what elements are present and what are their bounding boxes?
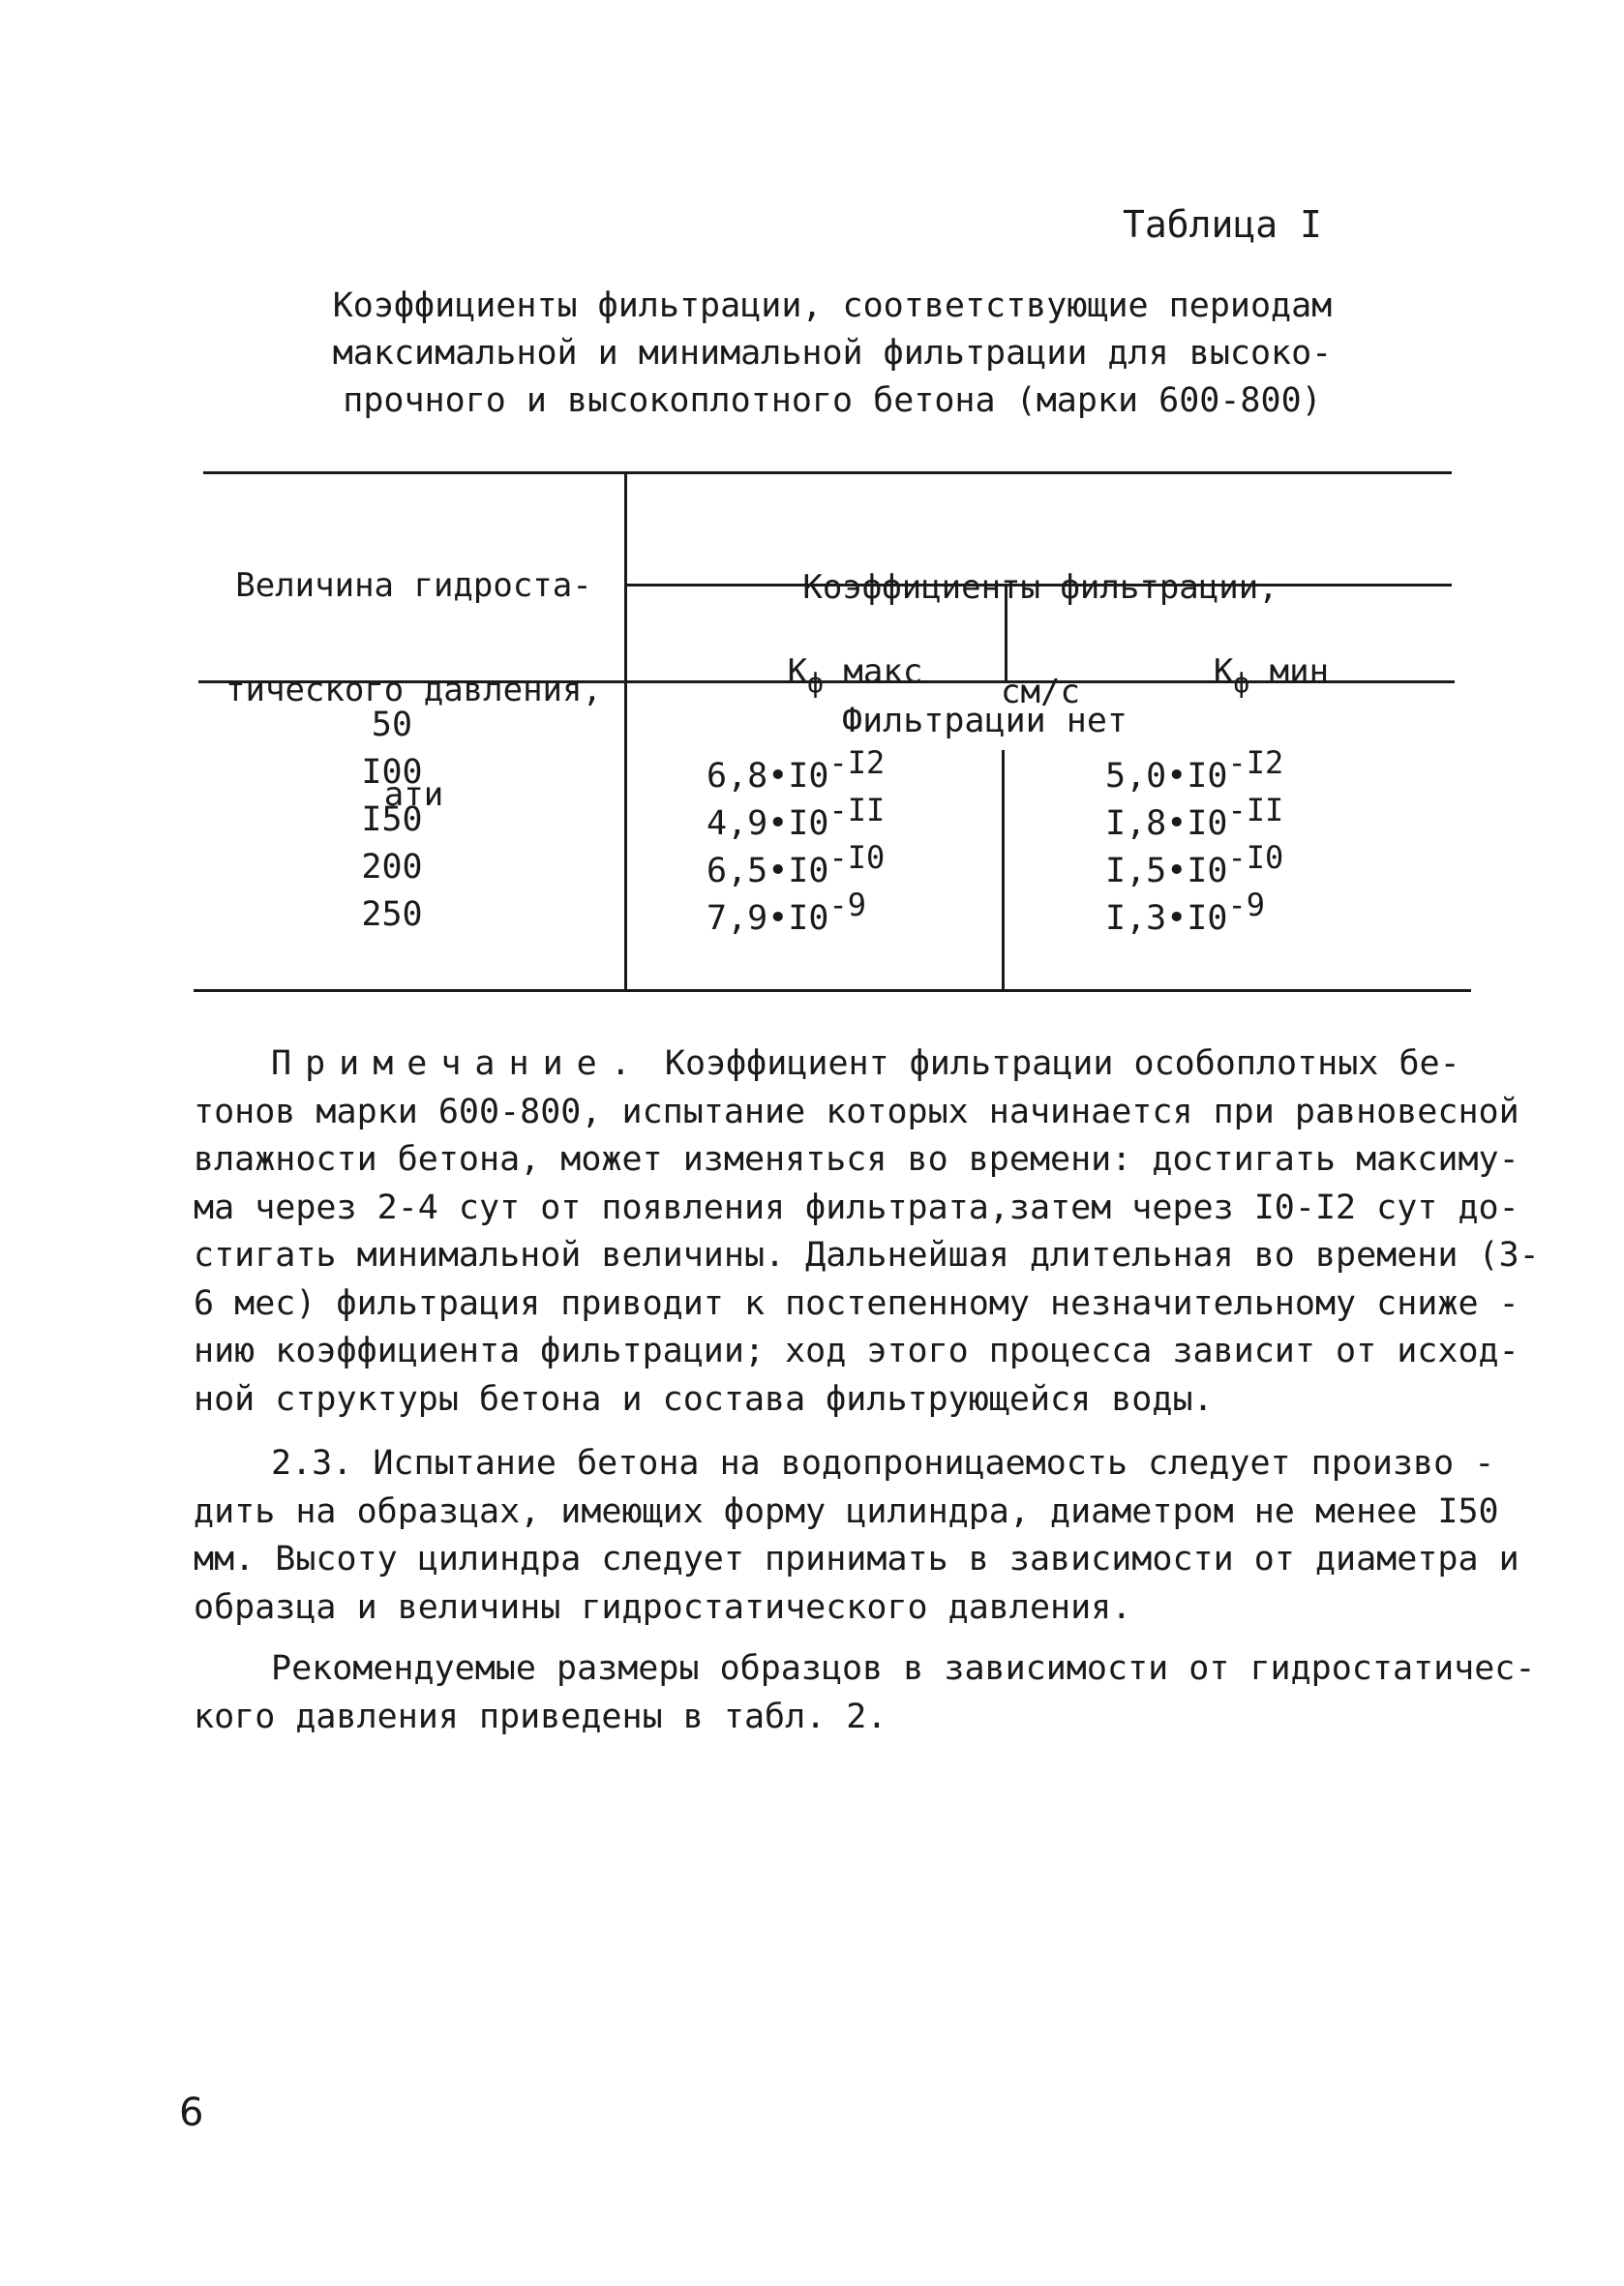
header-line: ати <box>383 775 444 814</box>
table-bottom-rule <box>194 989 1471 992</box>
caption-line: максимальной и минимальной фильтрации для высоко- <box>332 334 1333 373</box>
mantissa: 4,9•I0 <box>707 804 829 843</box>
note-line: ной структуры бетона и состава фильтрующейся воды. <box>194 1379 1214 1419</box>
mantissa: I,3•I0 <box>1105 899 1228 938</box>
header-line: см/с <box>1001 673 1080 711</box>
note-label: Примечание. <box>271 1044 645 1083</box>
note-paragraph <box>194 1040 1540 1424</box>
exponent: -II <box>1227 792 1284 828</box>
paragraph-line: мм. Высоту цилиндра следует принимать в зависимости от диаметра и <box>194 1540 1519 1579</box>
table-label: Таблица I <box>1123 203 1322 246</box>
mantissa: 7,9•I0 <box>707 899 829 938</box>
table-top-rule <box>203 471 1452 474</box>
note-line: нию коэффициента фильтрации; ход этого процесса зависит от исход- <box>194 1332 1519 1370</box>
exponent: -II <box>828 792 886 828</box>
k-symbol: К <box>1213 652 1234 691</box>
paragraph-line: дить на образцах, имеющих форму цилиндра, диаметром не менее I50 <box>194 1491 1499 1531</box>
paragraph-line: Рекомендуемые размеры образцов в зависимости от гидростатичес- <box>271 1649 1536 1688</box>
note-line: ма через 2-4 сут от появления фильтрата,затем через I0-I2 сут до- <box>194 1188 1519 1227</box>
kmin-values <box>1105 744 1284 943</box>
pressure-value: I50 <box>361 800 423 839</box>
column-divider-2-body <box>1002 750 1005 989</box>
mantissa: I,8•I0 <box>1105 804 1228 843</box>
mantissa: 6,5•I0 <box>707 852 829 890</box>
exponent: -I0 <box>828 839 886 876</box>
header-line: Коэффициенты фильтрации, <box>802 568 1278 607</box>
note-line: стигать минимальной величины. Дальнейшая длительная во времени (3- <box>194 1236 1540 1275</box>
caption-line: прочного и высокоплотного бетона (марки 600-800) <box>343 381 1322 420</box>
kmax-value <box>707 887 885 943</box>
pressure-value: I00 <box>361 753 423 792</box>
kmin-label: мин <box>1249 652 1330 691</box>
caption-line: Коэффициенты фильтрации, соответствующие периодам <box>332 286 1333 325</box>
k-symbol: К <box>787 652 808 691</box>
paragraph-line: 2.3. Испытание бетона на водопроницаемость следует произво - <box>271 1444 1495 1483</box>
exponent: -9 <box>1227 887 1265 923</box>
exponent: -9 <box>828 887 866 923</box>
paragraph-line: образца и величины гидростатического давления. <box>194 1587 1132 1627</box>
section-2-3-paragraph <box>194 1440 1519 1632</box>
mantissa: 6,8•I0 <box>707 757 829 796</box>
note-first-line <box>194 1040 1481 1089</box>
pressure-value: 200 <box>361 848 423 887</box>
exponent: -I2 <box>828 744 886 781</box>
kmin-value <box>1105 887 1283 943</box>
note-line: 6 мес) фильтрация приводит к постепенному незначительному сниже - <box>194 1283 1519 1323</box>
exponent: -I2 <box>1227 744 1284 781</box>
mantissa: I,5•I0 <box>1105 852 1228 890</box>
mantissa: 5,0•I0 <box>1105 757 1228 796</box>
header-line: Величина гидроста- <box>235 566 592 605</box>
exponent: -I0 <box>1227 839 1284 876</box>
column-divider-1 <box>624 471 627 989</box>
note-line: Коэффициент фильтрации особоплотных бе- <box>644 1044 1460 1083</box>
header-line: тического давления, <box>226 671 602 709</box>
note-line: влажности бетона, может изменяться во времени: достигать максиму- <box>194 1140 1519 1179</box>
pressure-value: 50 <box>371 706 413 744</box>
table-caption <box>329 283 1336 425</box>
paragraph-line: кого давления приведены в табл. 2. <box>194 1697 887 1736</box>
pressure-value: 250 <box>361 895 423 934</box>
note-line: тонов марки 600-800, испытание которых начинается при равновесной <box>194 1092 1519 1131</box>
pressure-values <box>319 702 465 939</box>
page-number: 6 <box>179 2090 204 2135</box>
no-filtration-text: Фильтрации нет <box>842 702 1128 740</box>
k-subscript: ф <box>807 667 824 699</box>
kmax-label: макс <box>823 652 923 691</box>
recommend-paragraph <box>194 1645 1536 1741</box>
k-subscript: ф <box>1233 667 1250 699</box>
kmax-values <box>707 744 886 943</box>
